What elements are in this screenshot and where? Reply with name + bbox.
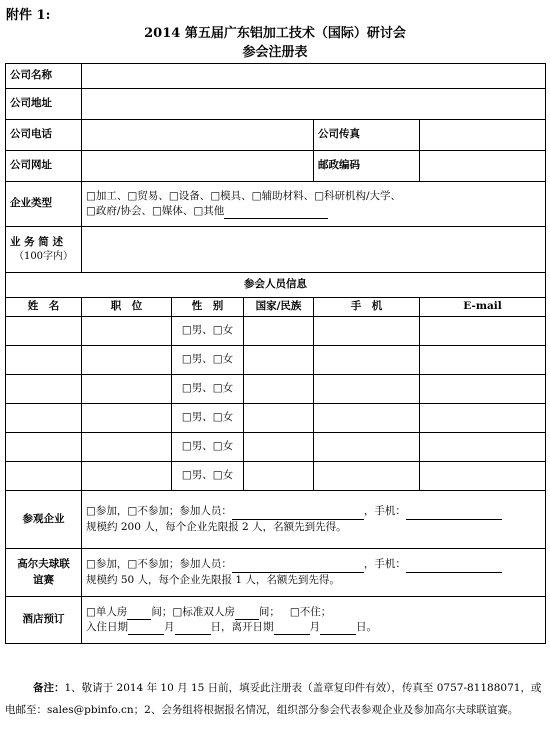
attendee-row xyxy=(6,433,546,462)
name-cell[interactable] xyxy=(6,404,82,433)
position-cell[interactable] xyxy=(82,346,172,375)
visit-mobile-label: ，手机： xyxy=(363,505,406,518)
no-stay-option[interactable]: □不住； xyxy=(289,605,332,618)
name-cell[interactable] xyxy=(6,433,82,462)
position-cell[interactable] xyxy=(82,462,172,491)
room-unit-text: 间； xyxy=(258,605,280,618)
golf-label-line2: 谊赛 xyxy=(33,573,54,586)
attendee-row xyxy=(6,317,546,346)
company-website-field[interactable] xyxy=(82,151,314,182)
name-cell[interactable] xyxy=(6,346,82,375)
visit-choice[interactable]: □参加，□不参加；参加人员： xyxy=(86,505,232,518)
position-cell[interactable] xyxy=(82,317,172,346)
company-address-field[interactable] xyxy=(82,89,546,120)
country-cell[interactable] xyxy=(244,375,314,404)
company-address-label: 公司地址 xyxy=(6,89,82,120)
mobile-cell[interactable] xyxy=(314,317,420,346)
gender-options[interactable]: □男、□女 xyxy=(172,433,244,462)
country-cell[interactable] xyxy=(244,346,314,375)
visit-mobile-blank[interactable] xyxy=(406,507,502,520)
company-name-field[interactable] xyxy=(82,64,546,89)
company-type-options[interactable] xyxy=(82,182,546,227)
position-cell[interactable] xyxy=(82,433,172,462)
header-name: 姓 名 xyxy=(6,298,82,317)
checkout-month-unit: 月 xyxy=(309,621,320,633)
email-cell[interactable] xyxy=(420,346,546,375)
single-room-option[interactable]: □单人房 xyxy=(86,605,128,618)
checkin-month-blank[interactable] xyxy=(128,622,164,635)
email-cell[interactable] xyxy=(420,404,546,433)
attendee-section-title: 参会人员信息 xyxy=(6,273,546,298)
registration-form xyxy=(5,63,546,644)
golf-mobile-blank[interactable] xyxy=(406,560,502,573)
business-brief-limit: （100字内） xyxy=(13,250,74,262)
email-cell[interactable] xyxy=(420,317,546,346)
company-fax-label: 公司传真 xyxy=(314,120,420,151)
company-visit-label: 参观企业 xyxy=(6,491,82,549)
header-mobile: 手 机 xyxy=(314,298,420,317)
email-cell[interactable] xyxy=(420,433,546,462)
country-cell[interactable] xyxy=(244,462,314,491)
hotel-options[interactable] xyxy=(82,597,546,644)
gender-options[interactable]: □男、□女 xyxy=(172,404,244,433)
golf-mobile-label: ，手机： xyxy=(363,558,406,571)
double-room-option[interactable]: 间；□标准双人房 xyxy=(151,605,235,618)
country-cell[interactable] xyxy=(244,433,314,462)
checkin-label: 入住日期 xyxy=(86,621,128,633)
name-cell[interactable] xyxy=(6,317,82,346)
business-brief-label: 业 务 简 述 xyxy=(10,235,63,248)
gender-options[interactable]: □男、□女 xyxy=(172,375,244,404)
mobile-cell[interactable] xyxy=(314,462,420,491)
gender-options[interactable]: □男、□女 xyxy=(172,346,244,375)
mobile-cell[interactable] xyxy=(314,346,420,375)
golf-note: 规模约 50 人，每个企业先限报 1 人，名额先到先得。 xyxy=(86,573,340,586)
header-country: 国家/民族 xyxy=(244,298,314,317)
checkout-month-blank[interactable] xyxy=(274,622,310,635)
single-room-count-blank[interactable] xyxy=(127,607,151,620)
postcode-label: 邮政编码 xyxy=(314,151,420,182)
document-subtitle: 参会注册表 xyxy=(242,45,308,60)
golf-attendee-blank[interactable] xyxy=(232,560,364,573)
postcode-field[interactable] xyxy=(420,151,546,182)
other-type-blank[interactable] xyxy=(224,206,328,219)
checkin-day-blank[interactable] xyxy=(175,622,211,635)
mobile-cell[interactable] xyxy=(314,433,420,462)
country-cell[interactable] xyxy=(244,404,314,433)
company-visit-options[interactable] xyxy=(82,491,546,549)
header-position: 职 位 xyxy=(82,298,172,317)
golf-label-line1: 高尔夫球联 xyxy=(17,558,70,571)
remarks xyxy=(5,677,545,721)
visit-note: 规模约 200 人，每个企业先限报 2 人，名额先到先得。 xyxy=(86,520,347,533)
attendee-row xyxy=(6,346,546,375)
attendee-row xyxy=(6,462,546,491)
mobile-cell[interactable] xyxy=(314,404,420,433)
document-title: 2014 第五届广东铝加工技术（国际）研讨会 xyxy=(144,26,406,41)
gender-options[interactable]: □男、□女 xyxy=(172,317,244,346)
position-cell[interactable] xyxy=(82,375,172,404)
email-cell[interactable] xyxy=(420,375,546,404)
remarks-text: 1、敬请于 2014 年 10 月 15 日前，填妥此注册表（盖章复印件有效），传真至 0757-81188071，或电邮至：sales@pbinfo.cn；2、会务组将根据报名情况，组织部分参会代表参观企业及参加高尔夫球联谊赛。 xyxy=(5,682,542,716)
attendee-row xyxy=(6,375,546,404)
business-brief-label-cell xyxy=(6,227,82,273)
gender-options[interactable]: □男、□女 xyxy=(172,462,244,491)
company-type-label: 企业类型 xyxy=(6,182,82,227)
header-gender: 性 别 xyxy=(172,298,244,317)
mobile-cell[interactable] xyxy=(314,375,420,404)
checkout-day-unit: 日。 xyxy=(356,621,377,633)
company-type-line2[interactable]: □政府/协会、□媒体、□其他 xyxy=(86,205,225,217)
company-phone-label: 公司电话 xyxy=(6,120,82,151)
golf-options[interactable] xyxy=(82,549,546,597)
company-phone-field[interactable] xyxy=(82,120,314,151)
email-cell[interactable] xyxy=(420,462,546,491)
company-fax-field[interactable] xyxy=(420,120,546,151)
golf-label-cell xyxy=(6,549,82,597)
business-brief-field[interactable] xyxy=(82,227,546,273)
attendee-row xyxy=(6,404,546,433)
company-website-label: 公司网址 xyxy=(6,151,82,182)
header-email: E-mail xyxy=(420,298,546,317)
remarks-label: 备注： xyxy=(33,682,65,694)
checkout-label: 日，离开日期 xyxy=(210,621,274,633)
checkout-day-blank[interactable] xyxy=(320,622,356,635)
country-cell[interactable] xyxy=(244,317,314,346)
golf-choice[interactable]: □参加，□不参加；参加人员： xyxy=(86,558,232,571)
position-cell[interactable] xyxy=(82,404,172,433)
double-room-count-blank[interactable] xyxy=(235,607,259,620)
checkin-month-unit: 月 xyxy=(164,621,175,633)
hotel-label: 酒店预订 xyxy=(6,597,82,644)
company-name-label: 公司名称 xyxy=(6,64,82,89)
company-type-line1[interactable]: □加工、□贸易、□设备、□模具、□辅助材料、□科研机构/大学、 xyxy=(86,189,402,202)
name-cell[interactable] xyxy=(6,462,82,491)
attachment-label: 附件 1: xyxy=(6,8,51,23)
name-cell[interactable] xyxy=(6,375,82,404)
visit-attendee-blank[interactable] xyxy=(232,507,364,520)
